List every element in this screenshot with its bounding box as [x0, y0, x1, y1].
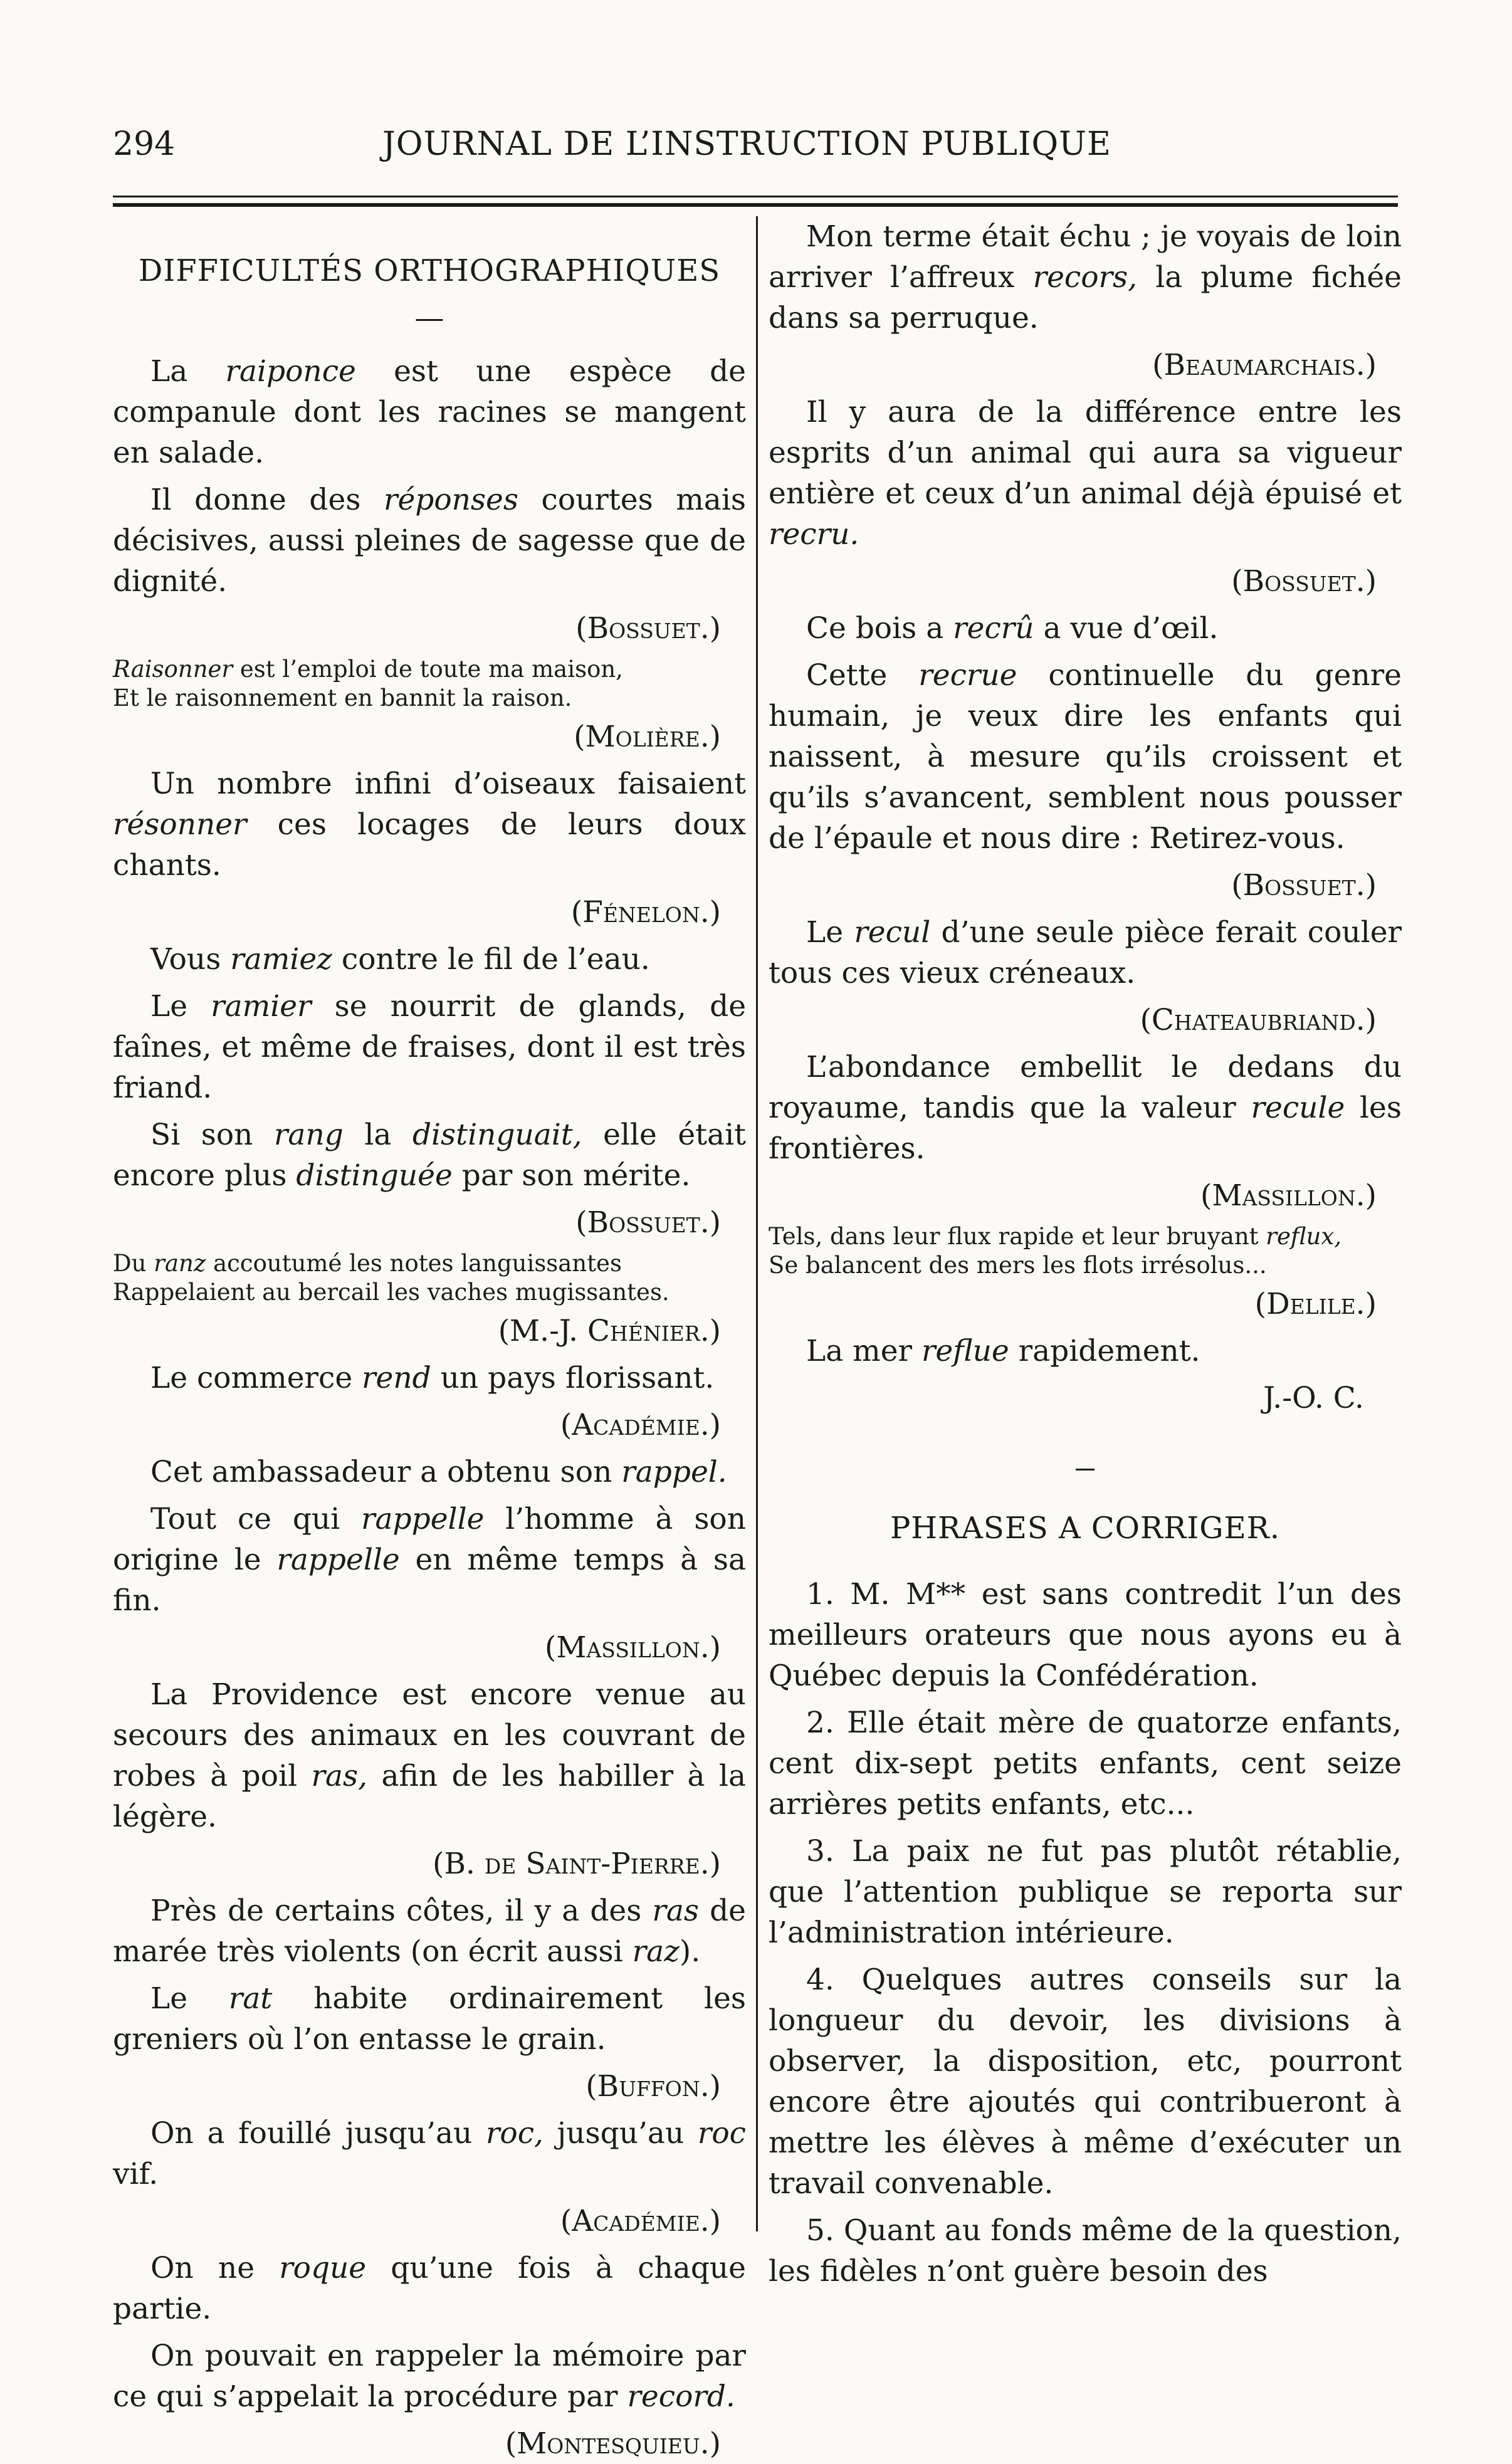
paragraph: Cet ambassadeur a obtenu son rappel. — [150, 1455, 727, 1489]
attribution: (Montesquieu.) — [505, 2426, 721, 2461]
attribution: (Académie.) — [560, 1408, 721, 1442]
paragraph: On ne roque qu’une fois à chaque partie. — [113, 2251, 746, 2326]
attribution: (Massillon.) — [545, 1630, 721, 1665]
right-column — [769, 216, 1402, 2288]
attribution: (Bossuet.) — [575, 611, 721, 646]
verse-quote: Tels, dans leur flux rapide et leur bruyant reflux, Se balancent des mers les flots irrésolus... — [769, 1223, 1342, 1279]
paragraph: La Providence est encore venue au secours des animaux en les couvrant de robes à poil ras, afin de les habiller à la légère. — [113, 1677, 746, 1834]
numbered-item: 4. Quelques autres conseils sur la longueur du devoir, les divisions à observer, la disposition, etc, pourront encore être ajoutés qui contribueront à mettre les élèves à même d’exécuter un travail convenable. — [769, 1963, 1402, 2201]
section-separator — [1076, 1469, 1095, 1471]
column-divider — [756, 216, 758, 2231]
attribution: (Buffon.) — [585, 2069, 721, 2104]
paragraph: Le commerce rend un pays florissant. — [150, 1361, 715, 1395]
paragraph: On pouvait en rappeler la mémoire par ce qui s’appelait la procédure par record. — [113, 2339, 746, 2414]
paragraph: Mon terme était échu ; je voyais de loin arriver l’affreux recors, la plume fichée dans sa perruque. — [769, 219, 1402, 335]
running-title: JOURNAL DE L’INSTRUCTION PUBLIQUE — [382, 125, 1111, 163]
attribution: (Bossuet.) — [1231, 564, 1377, 599]
attribution: (Fénelon.) — [570, 895, 721, 930]
attribution: (Massillon.) — [1200, 1178, 1377, 1213]
attribution: (Delile.) — [1254, 1287, 1377, 1321]
numbered-item: 5. Quant au fonds même de la question, les fidèles n’ont guère besoin des — [769, 2213, 1402, 2288]
paragraph: La raiponce est une espèce de companule dont les racines se mangent en salade. — [113, 354, 746, 470]
paragraph: Un nombre infini d’oiseaux faisaient résonner ces locages de leurs doux chants. — [113, 767, 746, 883]
paragraph: La mer reflue rapidement. — [806, 1334, 1200, 1368]
attribution: (B. de Saint-Pierre.) — [433, 1847, 721, 1881]
paragraph: Ce bois a recrû a vue d’œil. — [806, 611, 1219, 646]
section-heading-phrases: PHRASES A CORRIGER. — [890, 1511, 1281, 1546]
paragraph: On a fouillé jusqu’au roc, jusqu’au roc vif. — [113, 2116, 746, 2191]
attribution: (Chateaubriand.) — [1140, 1003, 1377, 1037]
attribution: (Bossuet.) — [1231, 868, 1377, 903]
page-header — [113, 125, 1398, 169]
verse-quote: Du ranz accoutumé les notes languissantes Rappelaient au bercail les vaches mugissantes. — [113, 1250, 669, 1306]
paragraph: Il donne des réponses courtes mais décisives, aussi pleines de sagesse que de dignité. — [113, 483, 746, 599]
paragraph: Si son rang la distinguait, elle était encore plus distinguée par son mérite. — [113, 1118, 746, 1193]
numbered-item: 2. Elle était mère de quatorze enfants, cent dix-sept petits enfants, cent seize arrières petits enfants, etc... — [769, 1706, 1402, 1822]
paragraph: Près de certains côtes, il y a des ras de marée très violents (on écrit aussi raz). — [113, 1894, 746, 1969]
header-rule-bottom — [113, 203, 1398, 207]
attribution: (Molière.) — [574, 720, 721, 754]
paragraph: Le rat habite ordinairement les greniers où l’on entasse le grain. — [113, 1981, 747, 2057]
heading-dash: — — [414, 301, 444, 335]
paragraph: L’abondance embellit le dedans du royaume, tandis que la valeur recule les frontières. — [769, 1050, 1402, 1166]
author-signature: J.-O. C. — [1263, 1381, 1364, 1415]
page-number: 294 — [113, 125, 176, 163]
left-column — [113, 216, 747, 2461]
paragraph: Le recul d’une seule pièce ferait couler tous ces vieux créneaux. — [769, 915, 1402, 990]
numbered-item: 3. La paix ne fut pas plutôt rétablie, que l’attention publique se reporta sur l’administration intérieure. — [769, 1834, 1402, 1950]
attribution: (M.-J. Chénier.) — [498, 1314, 721, 1348]
attribution: (Académie.) — [560, 2204, 721, 2238]
paragraph: Vous ramiez contre le fil de l’eau. — [150, 942, 650, 977]
section-heading-difficultes: DIFFICULTÉS ORTHOGRAPHIQUES — [138, 253, 721, 288]
verse-quote: Raisonner est l’emploi de toute ma maison, Et le raisonnement en bannit la raison. — [113, 656, 623, 711]
paragraph: Cette recrue continuelle du genre humain, je veux dire les enfants qui naissent, à mesure qu’ils croissent et qu’ils s’avancent, semblent nous pousser de l’épaule et nous dire : Retirez-vous. — [769, 658, 1402, 856]
attribution: (Bossuet.) — [575, 1205, 721, 1240]
numbered-item: 1. M. M** est sans contredit l’un des meilleurs orateurs que nous ayons eu à Québec depuis la Confédération. — [769, 1577, 1402, 1693]
attribution: (Beaumarchais.) — [1152, 348, 1377, 382]
paragraph: Il y aura de la différence entre les esprits d’un animal qui aura sa vigueur entière et ceux d’un animal déjà épuisé et recru. — [769, 395, 1402, 552]
paragraph: Tout ce qui rappelle l’homme à son origine le rappelle en même temps à sa fin. — [113, 1502, 746, 1618]
paragraph: Le ramier se nourrit de glands, de faînes, et même de fraises, dont il est très friand. — [113, 989, 747, 1105]
header-rule-top — [113, 196, 1398, 197]
